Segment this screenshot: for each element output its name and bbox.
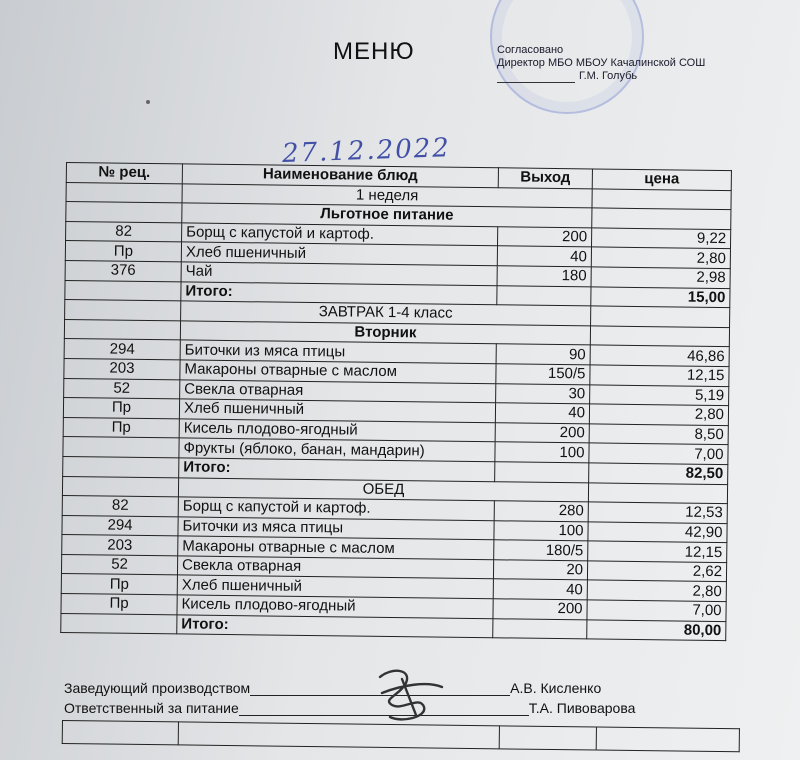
director-signature-line <box>497 82 575 83</box>
approval-block <box>497 44 705 83</box>
portion: 180/5 <box>494 540 588 561</box>
portion: 20 <box>493 560 587 581</box>
empty-cell <box>590 326 729 347</box>
recipe-number <box>63 437 179 458</box>
portion: 200 <box>495 422 589 443</box>
total-price: 82,50 <box>589 463 728 484</box>
header-portion: Выход <box>498 168 592 189</box>
portion: 280 <box>494 501 588 522</box>
portion: 200 <box>493 599 587 620</box>
empty-cell <box>65 280 181 301</box>
manager-signature-row <box>64 680 601 696</box>
portion: 40 <box>493 579 587 600</box>
recipe-number: Пр <box>61 574 177 595</box>
recipe-number: 203 <box>62 535 178 556</box>
dish-name: Макароны отварные с маслом <box>178 536 494 559</box>
total-label: Итого: <box>179 458 495 481</box>
responsible-label: Ответственный за питание <box>64 700 239 716</box>
dish-name: Хлеб пшеничный <box>177 575 493 598</box>
price: 46,86 <box>590 345 729 366</box>
portion: 150/5 <box>496 364 590 385</box>
dish-name: Кисель плодово-ягодный <box>179 419 495 442</box>
total-price: 15,00 <box>591 286 730 307</box>
recipe-number: Пр <box>63 398 179 419</box>
empty-cell <box>66 182 182 203</box>
recipe-number: Пр <box>65 241 181 262</box>
handwritten-date: 27.12.2022 <box>281 133 452 169</box>
page-title: МЕНЮ <box>333 38 415 65</box>
recipe-number: Пр <box>63 417 179 438</box>
header-dish-name: Наименование блюд <box>182 164 498 187</box>
price: 7,00 <box>589 443 728 464</box>
price: 2,80 <box>591 247 730 268</box>
empty-cell <box>178 722 499 749</box>
portion: 180 <box>497 266 591 287</box>
dish-name: Фрукты (яблоко, банан, мандарин) <box>179 438 495 461</box>
portion: 40 <box>495 403 589 424</box>
empty-cell <box>591 306 730 327</box>
recipe-number: 82 <box>66 221 182 242</box>
portion: 30 <box>496 383 590 404</box>
recipe-number: 52 <box>64 378 180 399</box>
header-recipe-number: № рец. <box>66 163 182 184</box>
manager-label: Заведующий производством <box>64 680 251 696</box>
price: 12,15 <box>590 365 729 386</box>
handwritten-signature <box>372 665 452 725</box>
section-title: Льготное питание <box>182 203 592 228</box>
empty-cell <box>592 208 731 229</box>
dish-name: Хлеб пшеничный <box>181 242 497 265</box>
price: 9,22 <box>591 228 730 249</box>
approval-line-2: Директор МБО МБОУ Качалинской СОШ <box>497 57 706 69</box>
total-label: Итого: <box>177 615 493 638</box>
recipe-number: 82 <box>62 496 178 517</box>
empty-cell <box>62 476 178 497</box>
responsible-name: Т.А. Пивоварова <box>528 700 636 716</box>
dish-name: Борщ с капустой и картоф. <box>182 223 498 246</box>
price: 12,53 <box>588 502 727 523</box>
empty-cell <box>495 462 589 483</box>
portion: 200 <box>498 227 592 248</box>
dish-name: Биточки из мяса птицы <box>180 340 496 363</box>
empty-cell <box>592 189 731 210</box>
price: 5,19 <box>590 384 729 405</box>
empty-table-fragment <box>62 720 740 752</box>
dish-name: Кисель плодово-ягодный <box>177 595 493 618</box>
empty-cell <box>499 726 596 750</box>
responsible-signature-row <box>64 700 635 716</box>
approval-line-3 <box>497 70 705 83</box>
empty-cell <box>493 618 587 639</box>
approval-line-1: Согласовано <box>497 44 564 56</box>
portion: 40 <box>497 246 591 267</box>
empty-cell <box>62 721 178 745</box>
price: 7,00 <box>587 600 726 621</box>
dish-name: Борщ с капустой и картоф. <box>178 497 494 520</box>
recipe-number: 294 <box>62 515 178 536</box>
price: 2,80 <box>587 580 726 601</box>
price: 2,98 <box>591 267 730 288</box>
empty-cell <box>64 319 180 340</box>
recipe-number: 203 <box>64 358 180 379</box>
recipe-number: 376 <box>65 260 181 281</box>
price: 2,80 <box>589 404 728 425</box>
empty-cell <box>588 482 727 503</box>
empty-cell <box>61 613 177 634</box>
price: 12,15 <box>588 541 727 562</box>
manager-name: А.В. Кисленко <box>510 680 602 696</box>
total-price: 80,00 <box>587 620 726 641</box>
dish-name: Хлеб пшеничный <box>179 399 495 422</box>
total-label: Итого: <box>181 281 497 304</box>
recipe-number: 52 <box>61 554 177 575</box>
section-title: Вторник <box>180 321 590 346</box>
empty-cell <box>65 300 181 321</box>
section-title: ОБЕД <box>178 477 588 502</box>
dish-name: Биточки из мяса птицы <box>178 517 494 540</box>
empty-cell <box>497 285 591 306</box>
recipe-number: Пр <box>61 594 177 615</box>
recipe-number: 294 <box>64 339 180 360</box>
portion: 90 <box>496 344 590 365</box>
dish-name: Чай <box>181 262 497 285</box>
section-title: ЗАВТРАК 1-4 класс <box>181 301 591 326</box>
price: 42,90 <box>588 522 727 543</box>
header-price: цена <box>592 169 731 190</box>
empty-cell <box>596 727 739 752</box>
director-name: Г.М. Голубь <box>579 70 638 82</box>
empty-cell <box>66 202 182 223</box>
empty-cell <box>63 456 179 477</box>
dish-name: Макароны отварные с маслом <box>180 360 496 383</box>
paper-mark <box>146 100 150 104</box>
menu-table <box>60 162 732 641</box>
empty-row <box>62 721 739 752</box>
section-title: 1 неделя <box>182 184 592 209</box>
portion: 100 <box>494 520 588 541</box>
price: 2,62 <box>587 561 726 582</box>
dish-name: Свекла отварная <box>177 556 493 579</box>
dish-name: Свекла отварная <box>180 379 496 402</box>
portion: 100 <box>495 442 589 463</box>
price: 8,50 <box>589 424 728 445</box>
